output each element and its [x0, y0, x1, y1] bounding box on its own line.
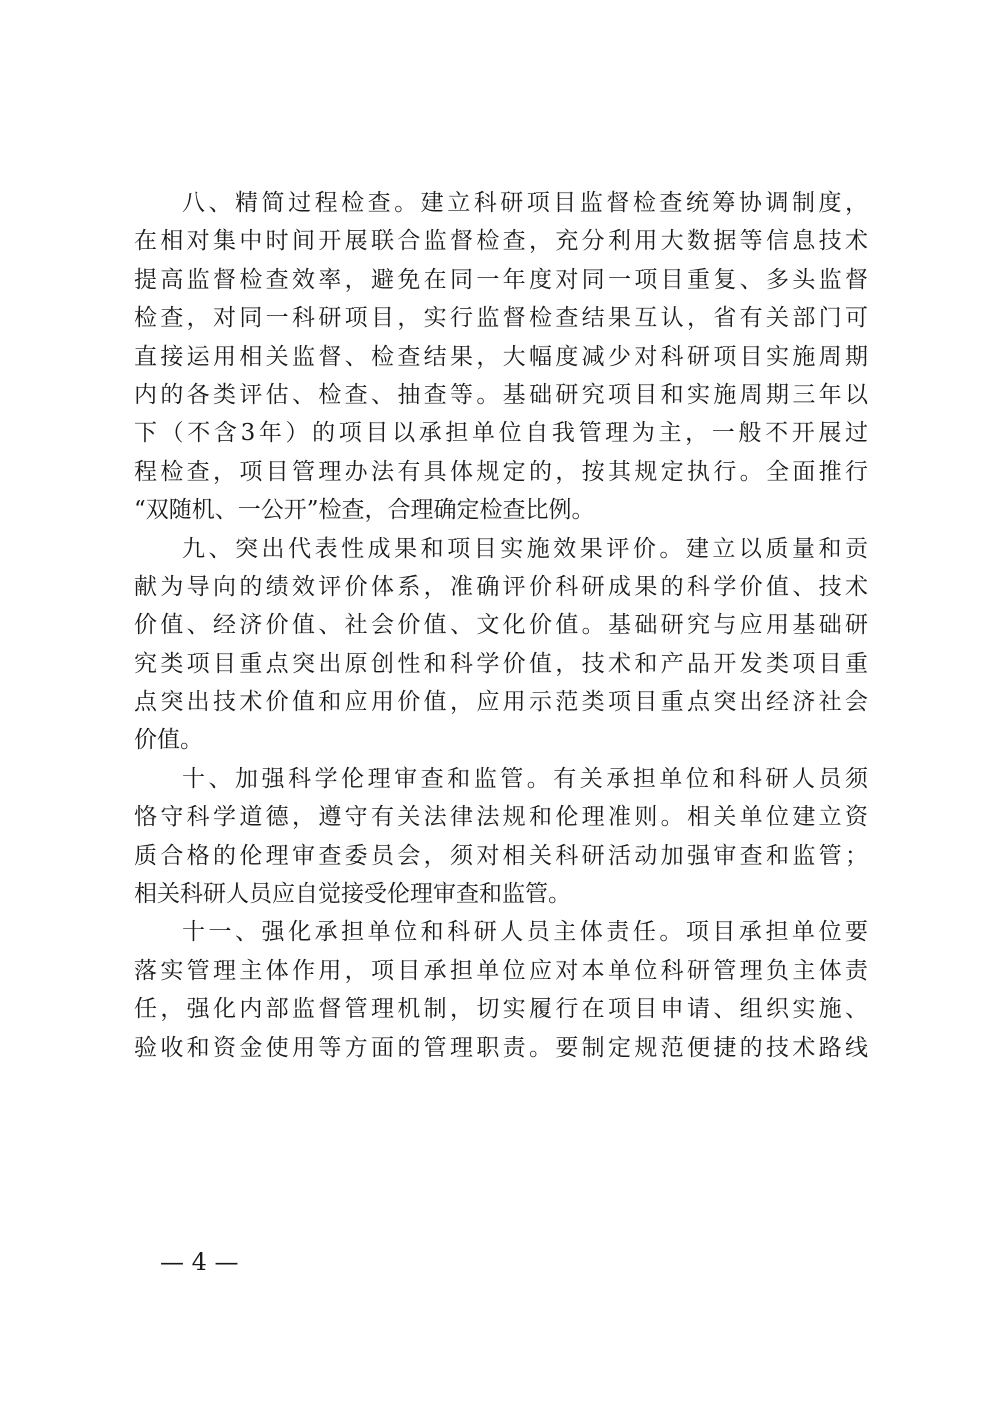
paragraph: [134, 760, 868, 914]
paragraph-line: 十、加强科学伦理审查和监管。有关承担单位和科研人员须: [182, 765, 868, 792]
page-number: — 4 —: [160, 1248, 239, 1276]
paragraph-line: 直接运用相关监督、检查结果，大幅度减少对科研项目实施周期: [134, 343, 868, 370]
paragraph-line: 点突出技术价值和应用价值，应用示范类项目重点突出经济社会: [134, 689, 868, 716]
paragraph-line: 提高监督检查效率，避免在同一年度对同一项目重复、多头监督: [134, 266, 868, 293]
paragraph-line: 献为导向的绩效评价体系，准确评价科研成果的科学价值、技术: [134, 573, 868, 600]
paragraph-line: 究类项目重点突出原创性和科学价值，技术和产品开发类项目重: [134, 650, 868, 677]
paragraph: [134, 913, 868, 1067]
paragraph-line: 检查，对同一科研项目，实行监督检查结果互认，省有关部门可: [134, 305, 868, 332]
paragraph-line: 任，强化内部监督管理机制，切实履行在项目申请、组织实施、: [134, 996, 868, 1023]
paragraph: [134, 530, 868, 760]
paragraph-line: 下（不含3年）的项目以承担单位自我管理为主，一般不开展过: [134, 420, 868, 447]
paragraph-line: “双随机、一公开”检查，合理确定检查比例。: [134, 497, 595, 524]
paragraph-line: 落实管理主体作用，项目承担单位应对本单位科研管理负主体责: [134, 957, 868, 984]
paragraph-line: 九、突出代表性成果和项目实施效果评价。建立以质量和贡: [182, 535, 868, 562]
paragraph-line: 在相对集中时间开展联合监督检查，充分利用大数据等信息技术: [134, 228, 868, 255]
paragraph-line: 十一、强化承担单位和科研人员主体责任。项目承担单位要: [182, 919, 868, 946]
paragraph-line: 价值、经济价值、社会价值、文化价值。基础研究与应用基础研: [134, 612, 868, 639]
paragraph-line: 程检查，项目管理办法有具体规定的，按其规定执行。全面推行: [134, 458, 868, 485]
document-body: [134, 184, 868, 1067]
paragraph-line: 相关科研人员应自觉接受伦理审查和监管。: [134, 881, 571, 908]
paragraph-line: 恪守科学道德，遵守有关法律法规和伦理准则。相关单位建立资: [134, 804, 868, 831]
paragraph: [134, 184, 868, 530]
paragraph-line: 八、精简过程检查。建立科研项目监督检查统筹协调制度，: [182, 190, 868, 216]
paragraph-line: 内的各类评估、检查、抽查等。基础研究项目和实施周期三年以: [134, 381, 868, 408]
paragraph-line: 质合格的伦理审查委员会，须对相关科研活动加强审查和监管；: [134, 842, 868, 869]
paragraph-line: 验收和资金使用等方面的管理职责。要制定规范便捷的技术路线: [134, 1034, 868, 1061]
paragraph-line: 价值。: [134, 727, 203, 754]
